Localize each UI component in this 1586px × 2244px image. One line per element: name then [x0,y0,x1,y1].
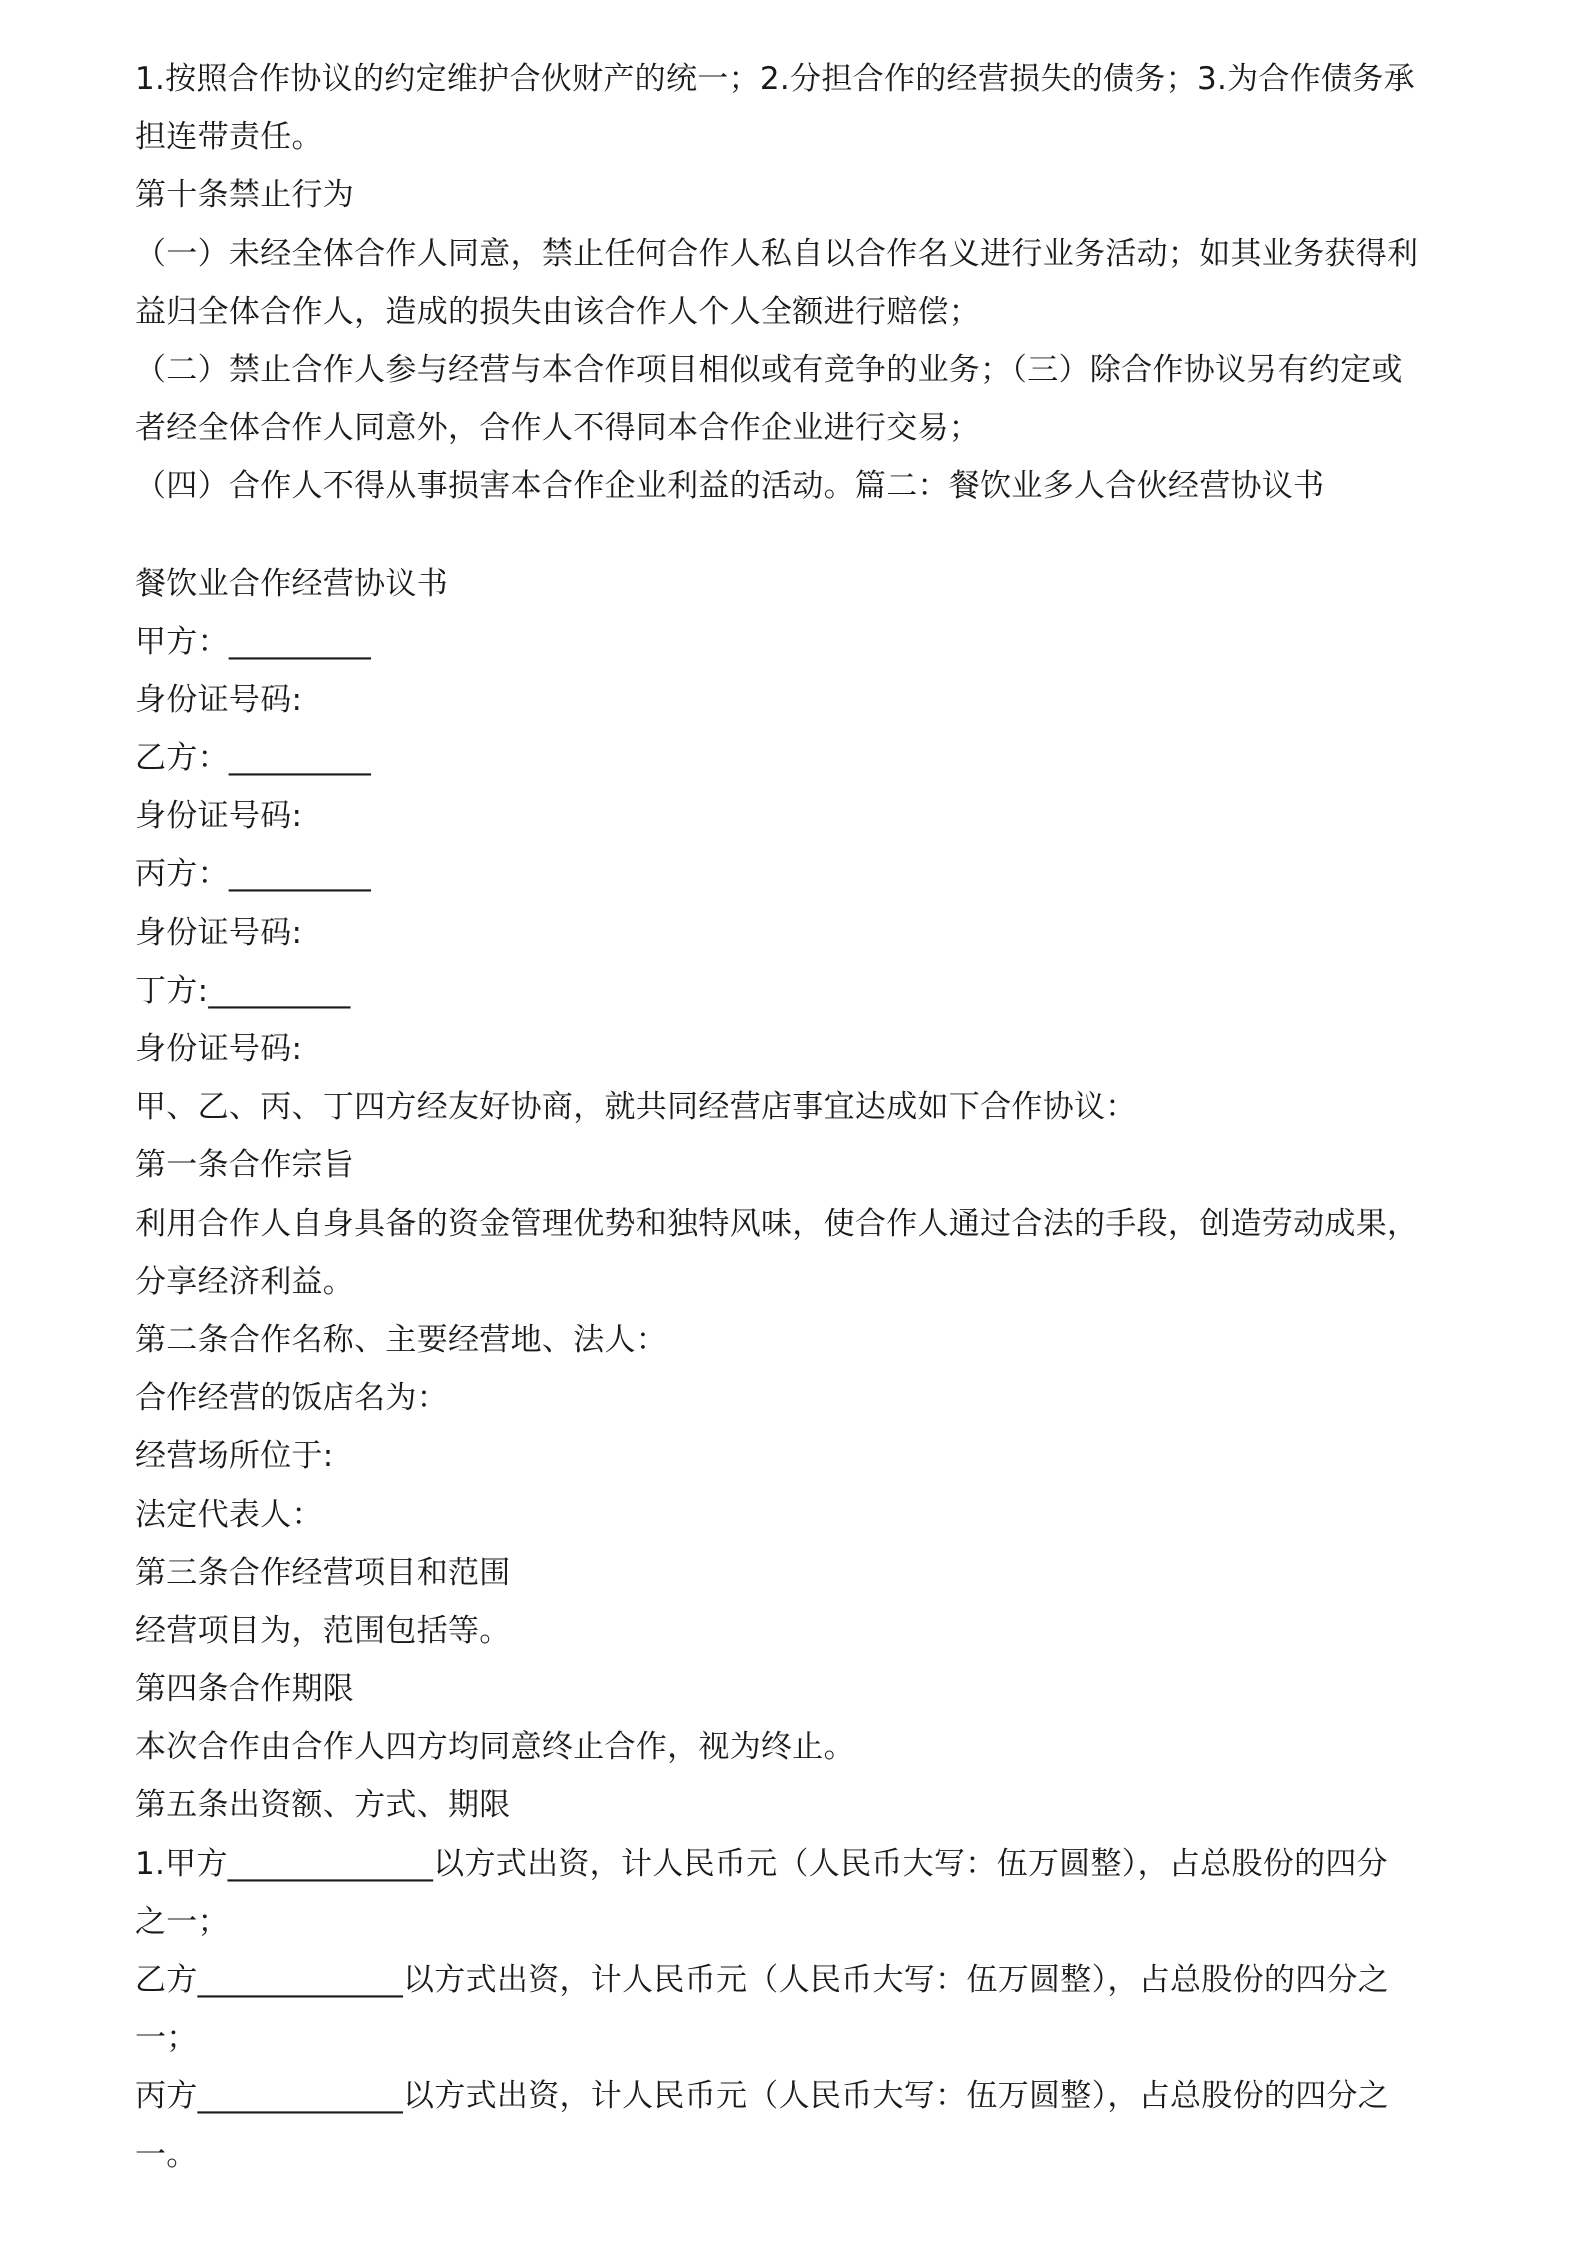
section-heading: 第五条出资额、方式、期限 [135,1787,511,1824]
id-number-field: 身份证号码: [135,1031,303,1067]
party-b-field: 乙方：_________ [135,740,372,777]
section-heading: 第十条禁止行为 [135,177,355,214]
section-heading: 第四条合作期限 [135,1671,355,1708]
text-line: 一。 [135,2136,198,2173]
text-line: 分享经济利益。 [135,1263,355,1300]
text-line: 甲、乙、丙、丁四方经友好协商，就共同经营店事宜达成如下合作协议： [135,1089,1137,1126]
section-heading: 第二条合作名称、主要经营地、法人： [135,1321,668,1358]
document-title: 餐饮业合作经营协议书 [135,565,448,602]
paragraph-gap [135,516,1455,555]
text-line: 一； [135,2020,198,2057]
text-line: 利用合作人自身具备的资金管理优势和独特风味，使合作人通过合法的手段，创造劳动成果， [135,1205,1419,1242]
text-line: 经营场所位于: [135,1438,334,1475]
text-line: 者经全体合作人同意外，合作人不得同本合作企业进行交易； [135,410,981,447]
text-line: 担连带责任。 [135,119,323,156]
text-line: （四）合作人不得从事损害本合作企业利益的活动。篇二：餐饮业多人合伙经营协议书 [135,468,1325,505]
text-line: 1.甲方_____________以方式出资，计人民币元（人民币大写：伍万圆整），占总股份的四分 [135,1845,1388,1882]
text-line: 经营项目为，范围包括等。 [135,1612,511,1649]
text-line: 丙方_____________以方式出资，计人民币元（人民币大写：伍万圆整），占总股份的四分之 [135,2078,1390,2115]
id-number-field: 身份证号码: [135,681,303,718]
text-line: （二）禁止合作人参与经营与本合作项目相似或有竞争的业务；（三）除合作协议另有约定或 [135,351,1403,388]
text-line: 之一； [135,1903,229,1940]
text-line: （一）未经全体合作人同意，禁止任何合作人私自以合作名义进行业务活动；如其业务获得利 [135,235,1419,272]
id-number-field: 身份证号码: [135,914,303,951]
party-a-field: 甲方：_________ [135,623,372,660]
document-body [135,50,1455,2184]
section-heading: 第一条合作宗旨 [135,1147,355,1184]
party-c-field: 丙方：_________ [135,856,372,893]
text-line: 乙方_____________以方式出资，计人民币元（人民币大写：伍万圆整），占总股份的四分之 [135,1962,1390,1998]
section-heading: 第三条合作经营项目和范围 [135,1554,511,1591]
text-line: 合作经营的饭店名为： [135,1380,448,1417]
text-line: 益归全体合作人，造成的损失由该合作人个人全额进行赔偿； [135,293,981,330]
party-d-field: 丁方:_________ [135,972,351,1009]
text-line: 1.按照合作协议的约定维护合伙财产的统一；2.分担合作的经营损失的债务；3.为合作债务承 [135,61,1415,97]
text-line: 本次合作由合作人四方均同意终止合作，视为终止。 [135,1729,855,1766]
id-number-field: 身份证号码: [135,798,303,835]
text-line: 法定代表人： [135,1496,323,1533]
